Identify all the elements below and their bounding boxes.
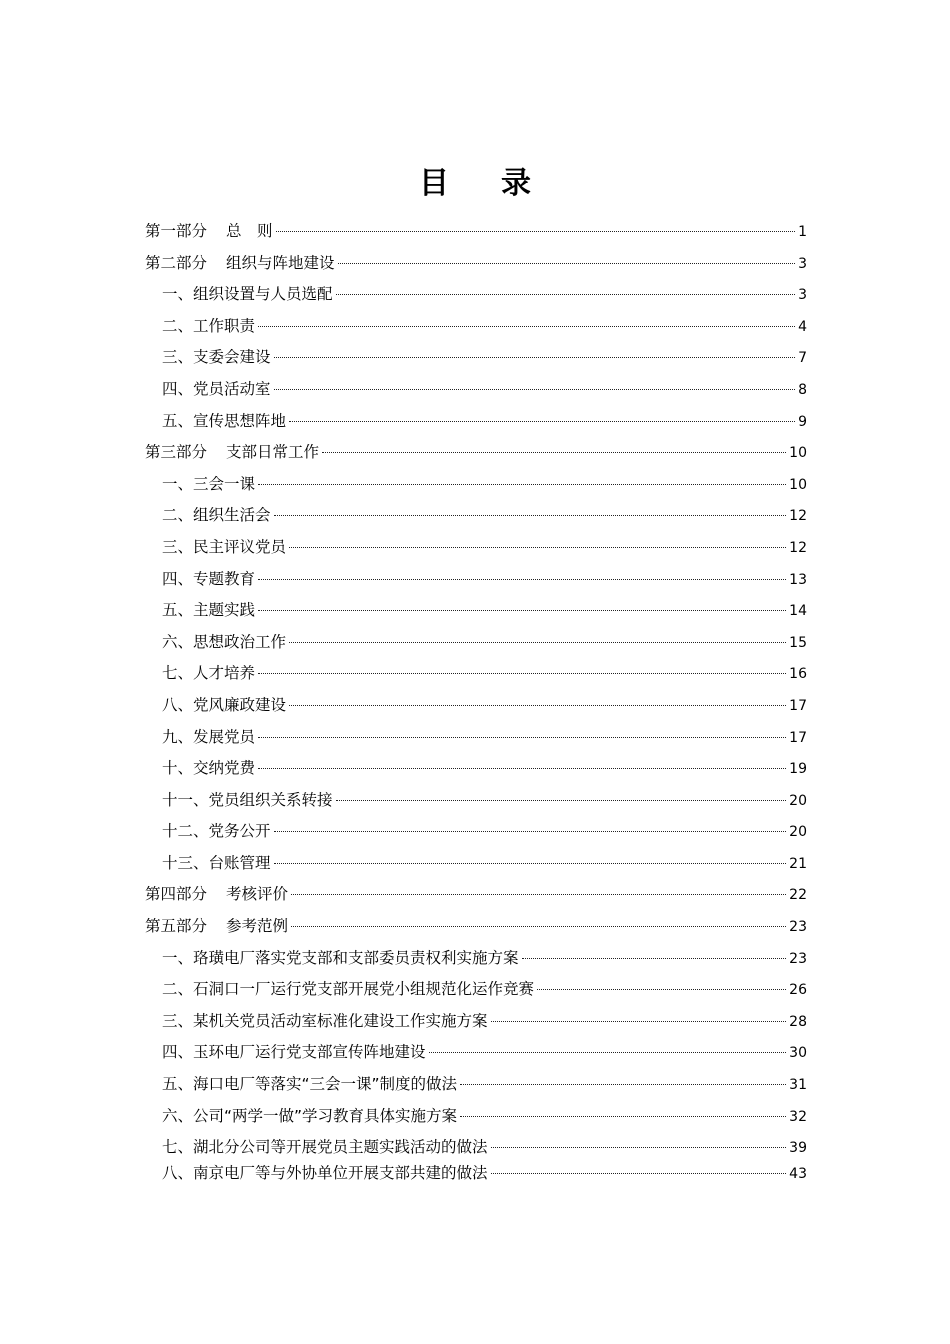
toc-entry-text (162, 658, 255, 690)
toc-section-entry[interactable] (145, 974, 807, 1006)
toc-entry-text (162, 564, 255, 596)
dot-leader (491, 1173, 787, 1174)
toc-page-number: 23 (789, 919, 807, 936)
toc-entry-text (162, 1069, 457, 1101)
toc-section-entry[interactable] (145, 311, 807, 343)
toc-entry-label: 五、主题实践 (162, 601, 256, 620)
dot-leader (336, 800, 787, 801)
toc-entry-text (162, 753, 255, 785)
toc-entry-label: 二、工作职责 (162, 316, 256, 335)
toc-entry-label: 一、三会一课 (162, 474, 256, 493)
toc-section-entry[interactable] (145, 658, 807, 690)
toc-page-number: 23 (789, 950, 807, 967)
toc-entry-label: 四、党员活动室 (162, 379, 271, 398)
toc-entry-text (162, 279, 333, 311)
toc-part-entry[interactable] (145, 248, 807, 280)
toc-entry-label: 九、发展党员 (162, 727, 256, 746)
dot-leader (274, 357, 796, 358)
toc-entry-label: 第一部分 (145, 222, 208, 240)
toc-section-entry[interactable] (145, 1158, 807, 1190)
toc-section-entry[interactable] (145, 848, 807, 880)
toc-entry-label: 三、某机关党员活动室标准化建设工作实施方案 (162, 1011, 488, 1030)
dot-leader (460, 1116, 786, 1117)
dot-leader (289, 705, 786, 706)
toc-page-number: 12 (789, 508, 807, 525)
toc-section-entry[interactable] (145, 500, 807, 532)
toc-part-name: 组织与阵地建设 (226, 253, 335, 272)
toc-part-entry[interactable] (145, 879, 807, 911)
dot-leader (322, 452, 786, 453)
dot-leader (258, 737, 786, 738)
toc-page-number: 30 (789, 1045, 807, 1062)
toc-section-entry[interactable] (145, 943, 807, 975)
toc-section-entry[interactable] (145, 627, 807, 659)
toc-section-entry[interactable] (145, 1037, 807, 1069)
toc-entry-text (145, 216, 273, 248)
dot-leader (491, 1021, 787, 1022)
toc-entry-text (162, 374, 271, 406)
toc-entry-text (162, 848, 271, 880)
toc-part-name: 考核评价 (226, 885, 289, 904)
dot-leader (258, 579, 786, 580)
toc-page-number: 3 (798, 255, 807, 272)
toc-page-number: 28 (789, 1013, 807, 1030)
toc-entry-label: 五、宣传思想阵地 (162, 411, 287, 430)
toc-entry-label: 六、思想政治工作 (162, 632, 287, 651)
toc-entry-text (162, 1158, 488, 1190)
dot-leader (258, 610, 786, 611)
toc-entry-label: 第五部分 (145, 917, 208, 936)
toc-section-entry[interactable] (145, 816, 807, 848)
toc-section-entry[interactable] (145, 690, 807, 722)
toc-entry-label: 一、组织设置与人员选配 (162, 285, 333, 304)
toc-page-number: 39 (789, 1140, 807, 1157)
dot-leader (258, 326, 795, 327)
dot-leader (258, 768, 786, 769)
toc-entry-text (162, 1006, 488, 1038)
toc-page-number: 10 (789, 445, 807, 462)
toc-entry-label: 第四部分 (145, 885, 208, 904)
toc-part-entry[interactable] (145, 216, 807, 248)
toc-page-number: 17 (789, 697, 807, 714)
toc-section-entry[interactable] (145, 1006, 807, 1038)
dot-leader (289, 547, 786, 548)
toc-section-entry[interactable] (145, 1101, 807, 1133)
toc-entry-text (145, 437, 319, 469)
toc-page-number: 19 (789, 761, 807, 778)
toc-page-number: 21 (789, 855, 807, 872)
toc-section-entry[interactable] (145, 279, 807, 311)
toc-entry-label: 六、公司“两学一做”学习教育具体实施方案 (162, 1106, 458, 1125)
toc-page-number: 16 (789, 666, 807, 683)
toc-entry-label: 四、玉环电厂运行党支部宣传阵地建设 (162, 1043, 426, 1062)
dot-leader (274, 863, 787, 864)
dot-leader (491, 1147, 787, 1148)
toc-entry-text (162, 311, 255, 343)
toc-part-name: 总 则 (226, 222, 273, 240)
toc-section-entry[interactable] (145, 342, 807, 374)
toc-entry-label: 八、党风廉政建设 (162, 695, 287, 714)
toc-entry-text (162, 1037, 426, 1069)
toc-page-number: 22 (789, 887, 807, 904)
toc-section-entry[interactable] (145, 753, 807, 785)
toc-page-number: 43 (789, 1165, 807, 1182)
toc-entry-label: 二、组织生活会 (162, 506, 271, 525)
dot-leader (274, 831, 787, 832)
toc-page-number: 17 (789, 729, 807, 746)
toc-entry-label: 二、石洞口一厂运行党支部开展党小组规范化运作竞赛 (162, 980, 535, 999)
dot-leader (522, 958, 787, 959)
dot-leader (289, 421, 795, 422)
dot-leader (274, 515, 787, 516)
toc-page-number: 3 (798, 287, 807, 304)
toc-entry-label: 五、海口电厂等落实“三会一课”制度的做法 (162, 1075, 458, 1094)
toc-section-entry[interactable] (145, 1069, 807, 1101)
toc-entry-label: 八、南京电厂等与外协单位开展支部共建的做法 (162, 1163, 488, 1182)
toc-page-number: 12 (789, 539, 807, 556)
toc-entry-label: 十三、台账管理 (162, 853, 271, 872)
toc-entry-label: 第二部分 (145, 253, 208, 272)
toc-page-number: 14 (789, 603, 807, 620)
toc-entry-label: 十一、党员组织关系转接 (162, 790, 333, 809)
toc-page-number: 31 (789, 1077, 807, 1094)
toc-entry-text (145, 248, 335, 280)
toc-section-entry[interactable] (145, 469, 807, 501)
toc-page-number: 8 (798, 381, 807, 398)
toc-page-number: 20 (789, 824, 807, 841)
toc-page-number: 10 (789, 476, 807, 493)
dot-leader (460, 1084, 786, 1085)
toc-page-number: 1 (798, 224, 807, 240)
dot-leader (274, 389, 796, 390)
toc-section-entry[interactable] (145, 406, 807, 438)
title-char-2: 录 (501, 166, 531, 201)
dot-leader (291, 894, 786, 895)
toc-part-entry[interactable] (145, 437, 807, 469)
toc-part-entry[interactable] (145, 911, 807, 943)
toc-entry-label: 一、珞璜电厂落实党支部和支部委员责权利实施方案 (162, 948, 519, 967)
dot-leader (429, 1052, 787, 1053)
dot-leader (289, 642, 786, 643)
toc-section-entry[interactable] (145, 785, 807, 817)
toc-section-entry[interactable] (145, 374, 807, 406)
dot-leader (291, 926, 786, 927)
toc-section-entry[interactable] (145, 532, 807, 564)
toc-page-number: 9 (798, 413, 807, 430)
toc-section-entry[interactable] (145, 595, 807, 627)
toc-entry-label: 七、人才培养 (162, 664, 256, 683)
toc-page-number: 32 (789, 1108, 807, 1125)
toc-section-entry[interactable] (145, 722, 807, 754)
toc-entry-text (162, 816, 271, 848)
toc-entry-text (162, 943, 519, 975)
dot-leader (258, 484, 786, 485)
dot-leader (338, 263, 796, 264)
toc-entry-text (162, 500, 271, 532)
toc-entry-text (162, 406, 286, 438)
toc-entry-label: 三、民主评议党员 (162, 537, 287, 556)
toc-part-name: 参考范例 (226, 917, 289, 936)
toc-page-number: 7 (798, 350, 807, 367)
toc-page-number: 13 (789, 571, 807, 588)
toc-page-number: 4 (798, 318, 807, 335)
toc-entry-text (162, 627, 286, 659)
table-of-contents (145, 216, 807, 1189)
toc-entry-text (162, 1101, 457, 1133)
toc-entry-text (162, 595, 255, 627)
toc-entry-text (145, 911, 288, 943)
toc-section-entry[interactable] (145, 564, 807, 596)
toc-page-number: 15 (789, 634, 807, 651)
toc-entry-text (145, 879, 288, 911)
toc-entry-text (162, 722, 255, 754)
toc-entry-text (162, 785, 333, 817)
toc-entry-label: 十二、党务公开 (162, 822, 271, 841)
toc-page-number: 20 (789, 792, 807, 809)
dot-leader (258, 673, 786, 674)
toc-entry-text (162, 690, 286, 722)
toc-page-number: 26 (789, 982, 807, 999)
dot-leader (336, 294, 796, 295)
dot-leader (276, 231, 796, 232)
toc-entry-text (162, 342, 271, 374)
toc-entry-label: 三、支委会建设 (162, 348, 271, 367)
title-char-1: 目 (419, 166, 449, 201)
toc-entry-text (162, 532, 286, 564)
toc-entry-label: 第三部分 (145, 443, 208, 462)
toc-part-name: 支部日常工作 (226, 443, 320, 462)
page-title (0, 162, 950, 206)
dot-leader (537, 989, 786, 990)
toc-entry-label: 十、交纳党费 (162, 759, 256, 778)
toc-entry-text (162, 974, 534, 1006)
toc-entry-label: 四、专题教育 (162, 569, 256, 588)
toc-entry-text (162, 469, 255, 501)
toc-entry-label: 七、湖北分公司等开展党员主题实践活动的做法 (162, 1138, 488, 1157)
